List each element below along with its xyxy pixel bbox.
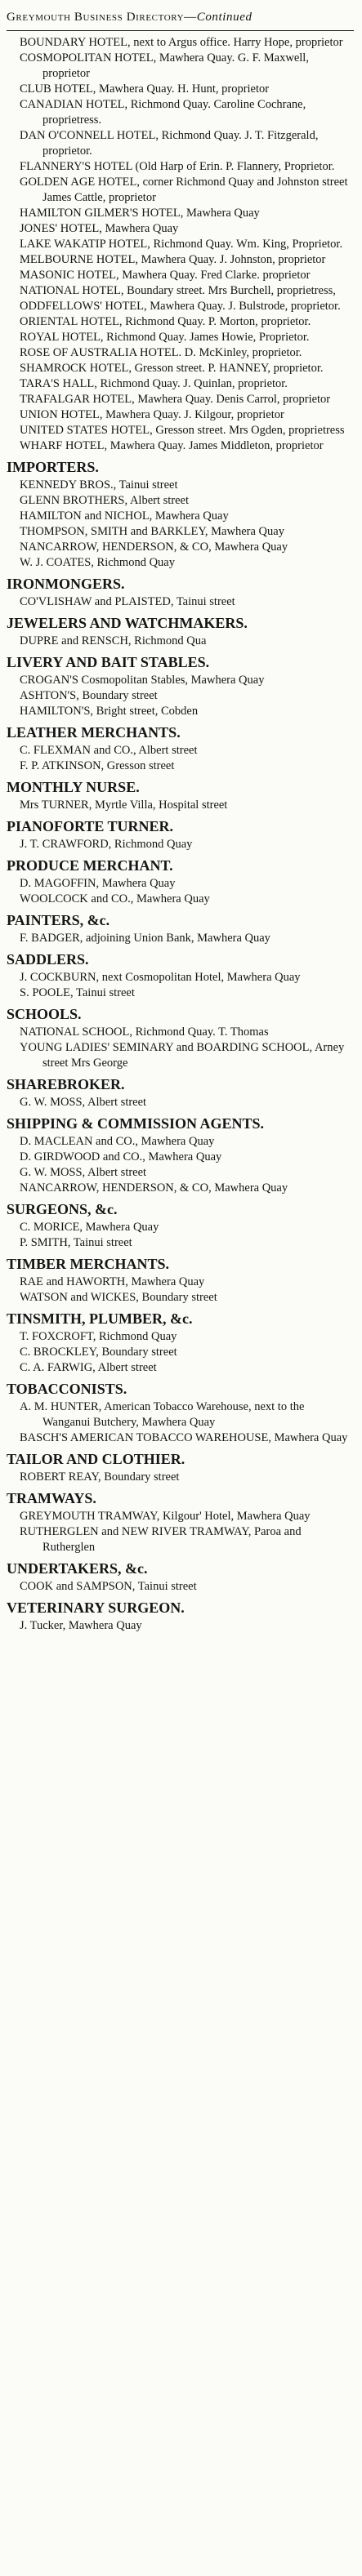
directory-section	[7, 950, 354, 1001]
directory-section	[7, 614, 354, 649]
header-rule	[7, 30, 354, 31]
directory-entry: D. GIRDWOOD and CO., Mawhera Quay	[20, 1150, 222, 1163]
section-heading: IMPORTERS.	[7, 459, 99, 475]
section-heading: PRODUCE MERCHANT.	[7, 857, 173, 874]
directory-entry: J. COCKBURN, next Cosmopolitan Hotel, Mawhera Quay	[20, 971, 301, 984]
directory-entry: T. FOXCROFT, Richmond Quay	[20, 1330, 177, 1343]
directory-entry: J. Tucker, Mawhera Quay	[20, 1619, 142, 1632]
directory-entry: CO'VLISHAW and PLAISTED, Tainui street	[20, 595, 235, 608]
directory-entry: C. A. FARWIG, Albert street	[20, 1361, 157, 1374]
directory-entry: A. M. HUNTER, American Tobacco Warehouse, next to the Wanganui Butchery, Mawhera Quay	[20, 1400, 305, 1429]
directory-entry: MELBOURNE HOTEL, Mawhera Quay. J. Johnston, proprietor	[20, 253, 326, 266]
directory-entry: J. T. CRAWFORD, Richmond Quay	[20, 838, 193, 851]
directory-entry: ASHTON'S, Boundary street	[20, 689, 158, 702]
directory-entry: UNION HOTEL, Mawhera Quay. J. Kilgour, proprietor	[20, 408, 284, 421]
section-heading: SHIPPING & COMMISSION AGENTS.	[7, 1115, 265, 1132]
directory-entry: HAMILTON'S, Bright street, Cobden	[20, 705, 199, 718]
directory-entry: HAMILTON and NICHOL, Mawhera Quay	[20, 509, 229, 523]
section-heading: IRONMONGERS.	[7, 576, 125, 592]
directory-entry: P. SMITH, Tainui street	[20, 1236, 132, 1249]
section-heading: TINSMITH, PLUMBER, &c.	[7, 1310, 193, 1327]
directory-entry: CROGAN'S Cosmopolitan Stables, Mawhera Quay	[20, 674, 265, 687]
directory-entry: COSMOPOLITAN HOTEL, Mawhera Quay. G. F. Maxwell, proprietor	[20, 51, 309, 80]
section-heading: TOBACCONISTS.	[7, 1381, 127, 1397]
directory-entry: FLANNERY'S HOTEL (Old Harp of Erin. P. Flannery, Proprietor.	[20, 160, 335, 173]
directory-entry: G. W. MOSS, Albert street	[20, 1096, 147, 1109]
directory-entry: NANCARROW, HENDERSON, & CO, Mawhera Quay	[20, 541, 288, 554]
directory-entry: NATIONAL SCHOOL, Richmond Quay. T. Thomas	[20, 1026, 269, 1039]
running-head-title: Greymouth Business Directory—	[7, 11, 197, 24]
directory-section	[7, 1380, 354, 1446]
directory-entry: S. POOLE, Tainui street	[20, 986, 135, 999]
directory-entry: KENNEDY BROS., Tainui street	[20, 478, 178, 492]
directory-entry: MASONIC HOTEL, Mawhera Quay. Fred Clarke. proprietor	[20, 269, 311, 282]
directory-entry: ORIENTAL HOTEL, Richmond Quay. P. Morton, proprietor.	[20, 315, 311, 328]
directory-entry: THOMPSON, SMITH and BARKLEY, Mawhera Quay	[20, 525, 284, 538]
directory-section	[7, 1005, 354, 1071]
section-heading: LIVERY AND BAIT STABLES.	[7, 654, 210, 670]
directory-entry: CANADIAN HOTEL, Richmond Quay. Caroline Cochrane, proprietress.	[20, 98, 306, 127]
directory-entry: WATSON and WICKES, Boundary street	[20, 1291, 217, 1304]
running-head-continued: Continued	[196, 11, 253, 24]
directory-section	[7, 1255, 354, 1306]
directory-entry: CLUB HOTEL, Mawhera Quay. H. Hunt, proprietor	[20, 82, 270, 96]
directory-section	[7, 1559, 354, 1595]
directory-section	[7, 1200, 354, 1251]
section-heading: MONTHLY NURSE.	[7, 779, 140, 795]
directory-entry: DAN O'CONNELL HOTEL, Richmond Quay. J. T. Fitzgerald, proprietor.	[20, 129, 319, 158]
directory-entry: DUPRE and RENSCH, Richmond Qua	[20, 634, 207, 647]
directory-entry: C. MORICE, Mawhera Quay	[20, 1221, 159, 1234]
directory-section	[7, 911, 354, 946]
directory-entry: ODDFELLOWS' HOTEL, Mawhera Quay. J. Bulstrode, proprietor.	[20, 300, 341, 313]
section-heading: SCHOOLS.	[7, 1006, 82, 1022]
directory-entry: NATIONAL HOTEL, Boundary street. Mrs Burchell, proprietress,	[20, 284, 336, 297]
directory-section	[7, 1310, 354, 1376]
directory-entry: COOK and SAMPSON, Tainui street	[20, 1580, 197, 1593]
directory-entry: GLENN BROTHERS, Albert street	[20, 494, 190, 507]
section-heading: PIANOFORTE TURNER.	[7, 818, 174, 834]
section-heading: TAILOR AND CLOTHIER.	[7, 1451, 185, 1467]
directory-entry: F. P. ATKINSON, Gresson street	[20, 759, 175, 772]
directory-entry: F. BADGER, adjoining Union Bank, Mawhera Quay	[20, 932, 270, 945]
section-heading: VETERINARY SURGEON.	[7, 1599, 185, 1616]
directory-entry: D. MACLEAN and CO., Mawhera Quay	[20, 1135, 215, 1148]
section-heading: PAINTERS, &c.	[7, 912, 110, 928]
directory-entry: ROSE OF AUSTRALIA HOTEL. D. McKinley, proprietor.	[20, 346, 302, 359]
directory-section	[7, 856, 354, 907]
directory-section	[7, 778, 354, 813]
directory-section	[7, 458, 354, 571]
directory-entry: G. W. MOSS, Albert street	[20, 1166, 147, 1179]
section-heading: TRAMWAYS.	[7, 1490, 96, 1506]
directory-entry: HAMILTON GILMER'S HOTEL, Mawhera Quay	[20, 207, 260, 220]
directory-section	[7, 35, 354, 454]
directory-entry: C. BROCKLEY, Boundary street	[20, 1346, 177, 1359]
directory-section	[7, 1599, 354, 1634]
directory-section	[7, 817, 354, 852]
directory-entry: LAKE WAKATIP HOTEL, Richmond Quay. Wm. King, Proprietor.	[20, 238, 343, 251]
directory-entry: SHAMROCK HOTEL, Gresson street. P. HANNEY, proprietor.	[20, 362, 324, 375]
directory-entry: TRAFALGAR HOTEL, Mawhera Quay. Denis Carrol, proprietor	[20, 393, 331, 406]
section-heading: TIMBER MERCHANTS.	[7, 1256, 170, 1272]
directory-entry: W. J. COATES, Richmond Quay	[20, 556, 175, 569]
directory-entry: GOLDEN AGE HOTEL, corner Richmond Quay and Johnston street James Cattle, proprietor	[20, 176, 348, 204]
section-heading: UNDERTAKERS, &c.	[7, 1560, 148, 1577]
running-head	[7, 10, 354, 24]
directory-entry: BOUNDARY HOTEL, next to Argus office. Harry Hope, proprietor	[20, 36, 343, 49]
directory-section	[7, 1450, 354, 1485]
section-heading: SURGEONS, &c.	[7, 1201, 118, 1217]
directory-entry: BASCH'S AMERICAN TOBACCO WAREHOUSE, Mawhera Quay	[20, 1431, 348, 1444]
section-heading: SADDLERS.	[7, 951, 89, 968]
section-heading: JEWELERS AND WATCHMAKERS.	[7, 615, 248, 631]
directory-entry: ROYAL HOTEL, Richmond Quay. James Howie, Proprietor.	[20, 331, 310, 344]
directory-section	[7, 723, 354, 774]
directory-section	[7, 1075, 354, 1110]
directory-section	[7, 575, 354, 610]
directory-entry: ROBERT REAY, Boundary street	[20, 1470, 180, 1484]
directory-entry: JONES' HOTEL, Mawhera Quay	[20, 222, 179, 235]
directory-entry: GREYMOUTH TRAMWAY, Kilgour' Hotel, Mawhera Quay	[20, 1510, 311, 1523]
directory-section	[7, 1114, 354, 1196]
directory-entry: C. FLEXMAN and CO., Albert street	[20, 744, 198, 757]
directory-entry: YOUNG LADIES' SEMINARY and BOARDING SCHOOL, Arney street Mrs George	[20, 1041, 345, 1070]
directory-entry: RAE and HAWORTH, Mawhera Quay	[20, 1275, 205, 1288]
directory-section	[7, 1489, 354, 1555]
directory-entry: Mrs TURNER, Myrtle Villa, Hospital street	[20, 799, 228, 812]
directory-entry: UNITED STATES HOTEL, Gresson street. Mrs Ogden, proprietress	[20, 424, 345, 437]
directory-entry: RUTHERGLEN and NEW RIVER TRAMWAY, Paroa and Rutherglen	[20, 1525, 302, 1554]
directory-entry: WOOLCOCK and CO., Mawhera Quay	[20, 892, 210, 905]
directory-entry: TARA'S HALL, Richmond Quay. J. Quinlan, proprietor.	[20, 377, 288, 390]
directory-entry: NANCARROW, HENDERSON, & CO, Mawhera Quay	[20, 1181, 288, 1195]
section-heading: SHAREBROKER.	[7, 1076, 125, 1092]
directory-entry: D. MAGOFFIN, Mawhera Quay	[20, 877, 176, 890]
directory-sections	[7, 35, 354, 1634]
section-heading: LEATHER MERCHANTS.	[7, 724, 181, 741]
directory-entry: WHARF HOTEL, Mawhera Quay. James Middleton, proprietor	[20, 439, 324, 452]
directory-section	[7, 653, 354, 719]
